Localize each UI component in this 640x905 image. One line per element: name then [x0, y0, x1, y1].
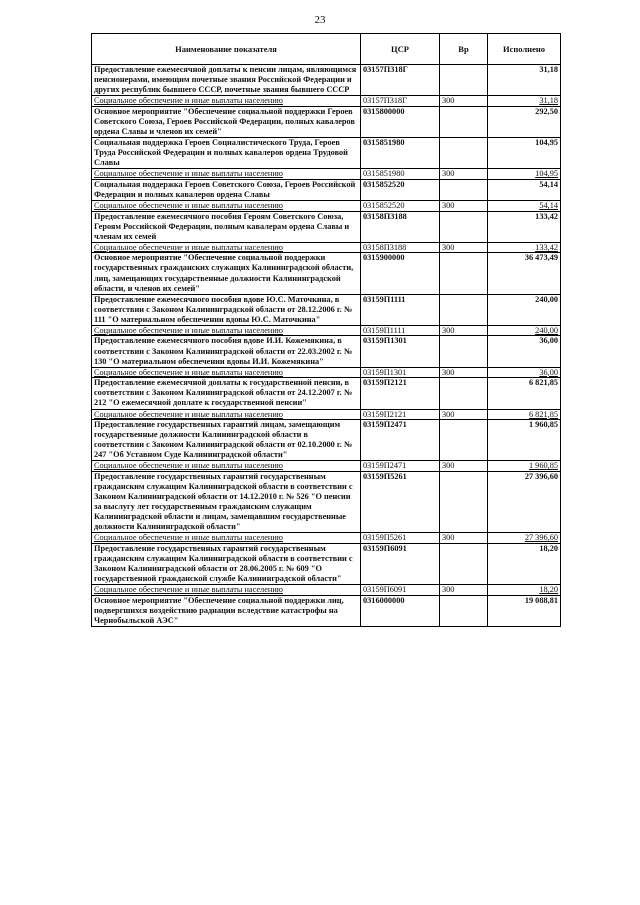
- row-vr-cell: 300: [440, 367, 488, 378]
- row-name-cell: Социальная поддержка Героев Социалистического Труда, Героев Труда Российской Федерации и полных кавалеров ордена Трудовой Славы: [92, 138, 361, 169]
- table-row: [92, 367, 561, 378]
- row-csr-cell: 0315852520: [361, 179, 440, 200]
- row-sum-cell: 27 396,60: [488, 471, 561, 533]
- row-name-cell: Социальное обеспечение и иные выплаты населению: [92, 325, 361, 336]
- row-vr-cell: 300: [440, 585, 488, 596]
- row-csr-cell: 03159П2121: [361, 409, 440, 420]
- row-sum-cell: 36,00: [488, 367, 561, 378]
- table-row: [92, 585, 561, 596]
- row-vr-cell: 300: [440, 96, 488, 107]
- row-csr-cell: 0315852520: [361, 201, 440, 212]
- row-sum-cell: 240,00: [488, 325, 561, 336]
- table-row: [92, 211, 561, 242]
- row-sum-cell: 54,14: [488, 201, 561, 212]
- row-csr-cell: 03159П1301: [361, 336, 440, 367]
- row-name-cell: Социальная поддержка Героев Советского Союза, Героев Российской Федерации и полных кавалеров ордена Славы: [92, 179, 361, 200]
- row-sum-cell: 19 088,81: [488, 595, 561, 626]
- row-csr-cell: 03157П318Г: [361, 96, 440, 107]
- row-sum-cell: 1 960,85: [488, 461, 561, 472]
- table-row: [92, 325, 561, 336]
- table-row: [92, 179, 561, 200]
- row-name-cell: Социальное обеспечение и иные выплаты населению: [92, 242, 361, 253]
- table-row: [92, 471, 561, 533]
- table-row: [92, 201, 561, 212]
- row-csr-cell: 0315851980: [361, 138, 440, 169]
- row-vr-cell: [440, 420, 488, 461]
- row-name-cell: Предоставление государственных гарантий лицам, замещающим государственные должности Калининградской области в соответствии с Законом Калининградской области от 02.10.2000 г. № 247 "Об Уставном Суде Калининградской области": [92, 420, 361, 461]
- row-csr-cell: 03159П6091: [361, 585, 440, 596]
- row-name-cell: Предоставление государственных гарантий государственным гражданским служащим Калининградской области в соответствии с Законом Калининградской области от 14.12.2010 г. № 526 "О пенсии за выслугу лет государственным гражданским служащим Калининградской области и лицам, замещавшим государственные должности Калининградской области": [92, 471, 361, 533]
- row-vr-cell: [440, 253, 488, 294]
- row-csr-cell: 03159П1301: [361, 367, 440, 378]
- row-name-cell: Основное мероприятие "Обеспечение социальной поддержки государственных гражданских служащих Калининградской области, лиц, замещающих государственные должности Калининградской области, и членов их семей": [92, 253, 361, 294]
- row-name-cell: Социальное обеспечение и иные выплаты населению: [92, 461, 361, 472]
- row-sum-cell: 104,95: [488, 138, 561, 169]
- row-csr-cell: 03159П5261: [361, 533, 440, 544]
- table-row: [92, 533, 561, 544]
- row-name-cell: Социальное обеспечение и иные выплаты населению: [92, 533, 361, 544]
- row-vr-cell: [440, 211, 488, 242]
- table-row: [92, 294, 561, 325]
- table-row: [92, 138, 561, 169]
- budget-table: [91, 33, 561, 627]
- row-csr-cell: 0315851980: [361, 169, 440, 180]
- row-csr-cell: 0315800000: [361, 106, 440, 137]
- row-csr-cell: 03158П3188: [361, 242, 440, 253]
- row-vr-cell: [440, 138, 488, 169]
- table-row: [92, 595, 561, 626]
- row-csr-cell: 03157П318Г: [361, 65, 440, 96]
- row-sum-cell: 31,18: [488, 96, 561, 107]
- row-name-cell: Социальное обеспечение и иные выплаты населению: [92, 201, 361, 212]
- row-csr-cell: 03159П5261: [361, 471, 440, 533]
- row-sum-cell: 1 960,85: [488, 420, 561, 461]
- table-row: [92, 96, 561, 107]
- row-vr-cell: [440, 106, 488, 137]
- row-vr-cell: 300: [440, 201, 488, 212]
- row-sum-cell: 54,14: [488, 179, 561, 200]
- row-vr-cell: [440, 294, 488, 325]
- row-vr-cell: [440, 378, 488, 409]
- table-row: [92, 409, 561, 420]
- row-sum-cell: 104,95: [488, 169, 561, 180]
- table-row: [92, 106, 561, 137]
- row-vr-cell: 300: [440, 242, 488, 253]
- row-name-cell: Основное мероприятие "Обеспечение социальной поддержки лиц, подвергшихся воздействию радиации вследствие катастрофы на Чернобыльской АЭС": [92, 595, 361, 626]
- row-vr-cell: 300: [440, 409, 488, 420]
- row-csr-cell: 0316000000: [361, 595, 440, 626]
- row-name-cell: Социальное обеспечение и иные выплаты населению: [92, 169, 361, 180]
- row-vr-cell: [440, 179, 488, 200]
- row-sum-cell: 133,42: [488, 242, 561, 253]
- header-vr: Вр: [440, 34, 488, 65]
- table-row: [92, 242, 561, 253]
- header-sum: Исполнено: [488, 34, 561, 65]
- row-name-cell: Предоставление ежемесячного пособия вдове И.И. Кожемякина, в соответствии с Законом Калининградской области от 22.03.2002 г. № 130 "О материальном обеспечении вдовы И.И. Кожемякина": [92, 336, 361, 367]
- row-sum-cell: 36,00: [488, 336, 561, 367]
- table-row: [92, 65, 561, 96]
- row-sum-cell: 18,20: [488, 585, 561, 596]
- row-vr-cell: [440, 471, 488, 533]
- row-name-cell: Социальное обеспечение и иные выплаты населению: [92, 96, 361, 107]
- table-row: [92, 336, 561, 367]
- row-name-cell: Предоставление ежемесячного пособия вдове Ю.С. Маточкина, в соответствии с Законом Калининградской области от 28.12.2006 г. № 111 "О материальном обеспечении вдовы Ю.С. Маточкина": [92, 294, 361, 325]
- row-vr-cell: 300: [440, 461, 488, 472]
- table-row: [92, 378, 561, 409]
- row-csr-cell: 0315900000: [361, 253, 440, 294]
- row-csr-cell: 03159П2471: [361, 420, 440, 461]
- row-vr-cell: [440, 336, 488, 367]
- table-row: [92, 420, 561, 461]
- row-sum-cell: 36 473,49: [488, 253, 561, 294]
- row-name-cell: Предоставление ежемесячной доплаты к государственной пенсии, в соответствии с Законом Калининградской области от 24.12.2007 г. № 212 "О ежемесячной доплате к государственной пенсии": [92, 378, 361, 409]
- row-sum-cell: 6 821,85: [488, 378, 561, 409]
- row-vr-cell: [440, 543, 488, 584]
- row-csr-cell: 03159П6091: [361, 543, 440, 584]
- row-sum-cell: 27 396,60: [488, 533, 561, 544]
- row-vr-cell: 300: [440, 169, 488, 180]
- row-sum-cell: 6 821,85: [488, 409, 561, 420]
- table-row: [92, 461, 561, 472]
- header-csr: ЦСР: [361, 34, 440, 65]
- row-vr-cell: [440, 595, 488, 626]
- row-csr-cell: 03159П2471: [361, 461, 440, 472]
- row-vr-cell: 300: [440, 533, 488, 544]
- row-name-cell: Предоставление ежемесячного пособия Героям Советского Союза, Героям Российской Федерации, полным кавалерам ордена Славы и членам их семей: [92, 211, 361, 242]
- row-sum-cell: 31,18: [488, 65, 561, 96]
- row-name-cell: Предоставление ежемесячной доплаты к пенсии лицам, являющимся пенсионерами, имеющим почетные звания Российской Федерации и других республик бывшего СССР, почетные звания бывшего СССР: [92, 65, 361, 96]
- row-sum-cell: 18,20: [488, 543, 561, 584]
- row-sum-cell: 133,42: [488, 211, 561, 242]
- table-header-row: [92, 34, 561, 65]
- row-vr-cell: [440, 65, 488, 96]
- row-sum-cell: 240,00: [488, 294, 561, 325]
- page-number: 23: [314, 14, 326, 26]
- row-csr-cell: 03158П3188: [361, 211, 440, 242]
- row-sum-cell: 292,50: [488, 106, 561, 137]
- row-name-cell: Предоставление государственных гарантий государственным гражданским служащим Калининградской области в соответствии с Законом Калининградской области от 28.06.2005 г. № 609 "О государственной гражданской службе Калининградской области": [92, 543, 361, 584]
- row-name-cell: Социальное обеспечение и иные выплаты населению: [92, 367, 361, 378]
- row-name-cell: Социальное обеспечение и иные выплаты населению: [92, 585, 361, 596]
- table-body: [92, 65, 561, 627]
- row-vr-cell: 300: [440, 325, 488, 336]
- header-name: Наименование показателя: [92, 34, 361, 65]
- table-row: [92, 543, 561, 584]
- row-name-cell: Социальное обеспечение и иные выплаты населению: [92, 409, 361, 420]
- table-row: [92, 253, 561, 294]
- table-row: [92, 169, 561, 180]
- row-name-cell: Основное мероприятие "Обеспечение социальной поддержки Героев Советского Союза, Героев Российской Федерации, полных кавалеров ордена Славы и членов их семей": [92, 106, 361, 137]
- row-csr-cell: 03159П2121: [361, 378, 440, 409]
- row-csr-cell: 03159П1111: [361, 325, 440, 336]
- row-csr-cell: 03159П1111: [361, 294, 440, 325]
